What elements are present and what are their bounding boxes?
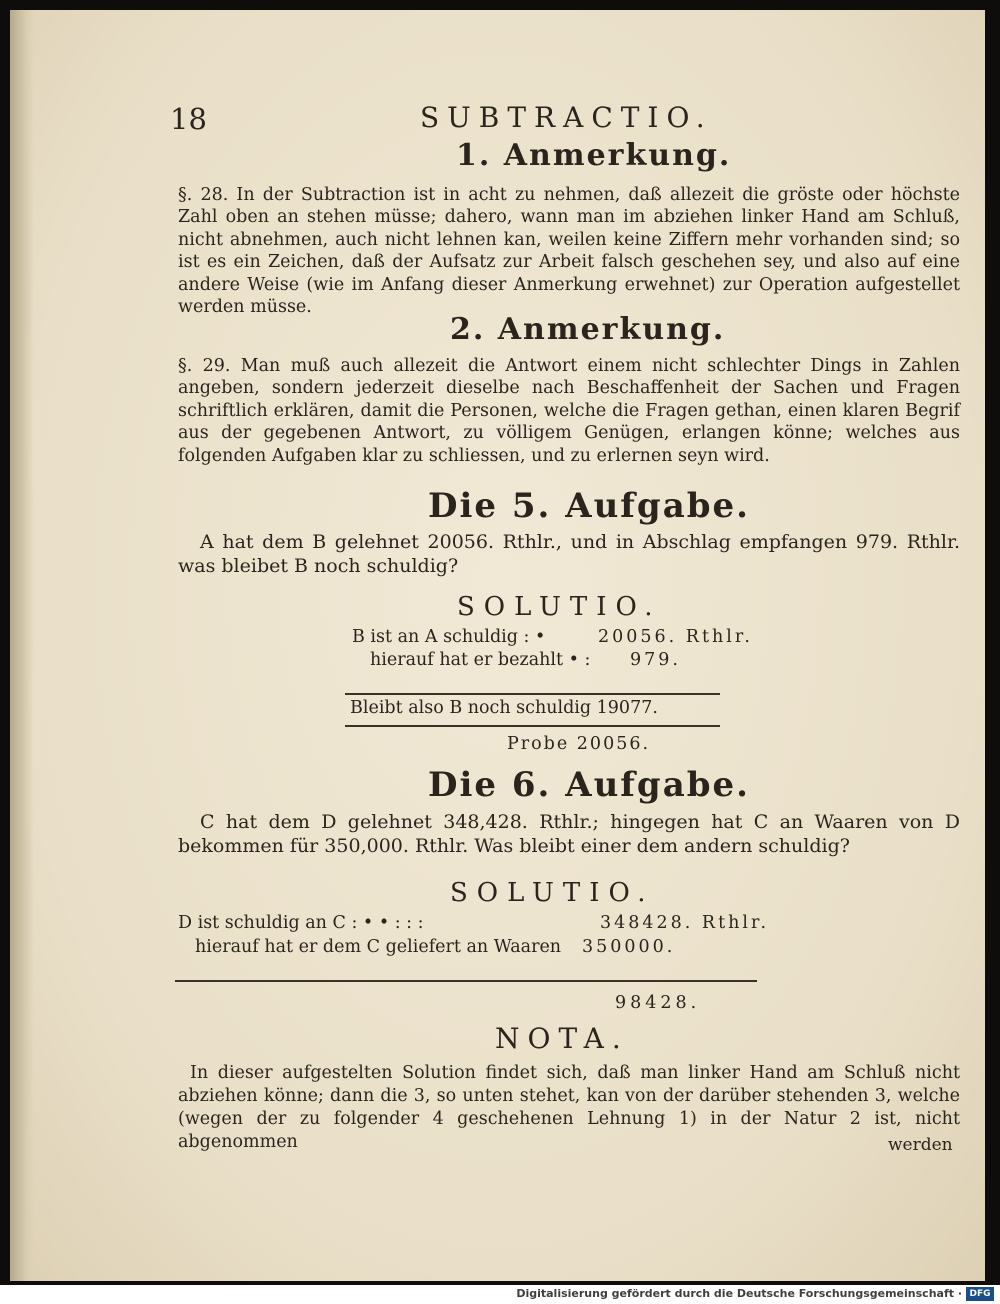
- task-6-text: C hat dem D gelehnet 348,428. Rthlr.; hingegen hat C an Waaren von D bekommen für 350,000. Rthlr. Was bleibt einer dem andern schuldig?: [178, 811, 960, 857]
- task-5-row-2-label: hierauf hat er bezahlt • :: [370, 650, 591, 670]
- page-spine-shadow: [10, 10, 34, 1281]
- dfg-logo-icon: DFG: [966, 1287, 994, 1301]
- calculation-rule: [345, 693, 720, 695]
- task-5-probe: Probe 20056.: [507, 734, 651, 754]
- paragraph-28: §. 28. In der Subtraction ist in acht zu nehmen, daß allezeit die gröste oder höchste Zahl oben an stehen müsse; dahero, wann man im abziehen linker Hand am Schluß, nicht abnehmen, auch nicht lehnen kan, weilen keine Ziffern mehr vorhanden sind; so ist es ein Zeichen, daß der Aufsatz zur Arbeit falsch geschehen sey, und also auf eine andere Weise (wie im Anfang dieser Anmerkung erwehnet) zur Operation aufgestellet werden müsse.: [178, 185, 960, 318]
- solutio-heading-2: SOLUTIO.: [450, 878, 655, 908]
- calculation-rule: [175, 980, 757, 982]
- task-5-row-1-label: B ist an A schuldig : •: [352, 627, 546, 647]
- book-page: [10, 10, 985, 1281]
- section-heading-1: 1. Anmerkung.: [456, 138, 732, 173]
- task-5-text: A hat dem B gelehnet 20056. Rthlr., und in Abschlag empfangen 979. Rthlr. was bleibet B noch schuldig?: [178, 531, 960, 577]
- running-head: SUBTRACTIO.: [420, 101, 713, 134]
- task-6-heading: Die 6. Aufgabe.: [428, 765, 750, 805]
- section-heading-2: 2. Anmerkung.: [450, 312, 726, 347]
- task-5-heading: Die 5. Aufgabe.: [428, 486, 750, 526]
- task-5-row-2-value: 979.: [630, 650, 681, 670]
- footer-credit: Digitalisierung gefördert durch die Deutsche Forschungsgemeinschaft ·: [516, 1287, 962, 1300]
- solutio-heading-1: SOLUTIO.: [457, 592, 662, 622]
- footer-bar: [0, 1285, 1000, 1304]
- nota-text: In dieser aufgestelten Solution findet sich, daß man linker Hand am Schluß nicht abziehen könne; dann die 3, so unten stehet, kan von der darüber stehenden 3, welche (wegen der zu folgender 4 geschehenen Lehnung 1) in der Natur 2 ist, nicht abgenommen: [178, 1063, 960, 1152]
- task-6-row-1-label: D ist schuldig an C : • • : : :: [178, 913, 424, 933]
- task-6-result: 98428.: [615, 993, 701, 1013]
- catchword: werden: [888, 1135, 953, 1155]
- task-5-result: Bleibt also B noch schuldig 19077.: [350, 698, 658, 718]
- task-6-row-2-label: hierauf hat er dem C geliefert an Waaren: [195, 937, 562, 957]
- task-5-row-1-value: 20056. Rthlr.: [598, 627, 753, 647]
- calculation-rule: [345, 725, 720, 727]
- task-6-row-1-value: 348428. Rthlr.: [600, 913, 770, 933]
- task-6-row-2-value: 350000.: [582, 937, 676, 957]
- page-number: 18: [170, 102, 207, 136]
- paragraph-29: §. 29. Man muß auch allezeit die Antwort einem nicht schlechter Dings in Zahlen angeben, sondern jederzeit dieselbe nach Beschaffenheit der Sachen und Fragen schriftlich erklären, damit die Personen, welche die Fragen gethan, einen klaren Begrif aus der gegebenen Antwort, zu völligem Genügen, erlangen könne; welches aus folgenden Aufgaben klar zu schliessen, und zu erlernen seyn wird.: [178, 356, 960, 466]
- nota-heading: NOTA.: [495, 1022, 629, 1055]
